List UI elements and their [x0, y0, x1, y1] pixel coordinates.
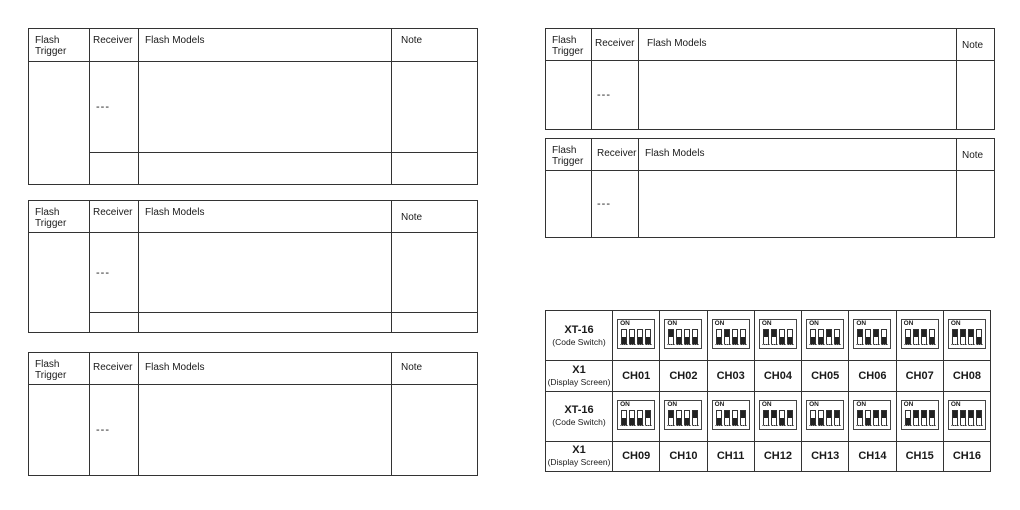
dip-switch-toggle: [810, 410, 816, 426]
dip-on-label: ON: [856, 400, 867, 408]
dip-switch-icon: [712, 319, 750, 349]
dip-switch-toggle: [865, 410, 871, 426]
header-flash-trigger: Flash Trigger: [29, 353, 90, 385]
display-sublabel: (Display Screen): [547, 457, 611, 468]
flash-trigger-table-4: [545, 28, 995, 130]
dip-switch-toggle: [637, 410, 643, 426]
dip-switch-toggle: [684, 329, 690, 345]
dip-switch-icon: [948, 400, 986, 430]
display-row: [546, 441, 991, 471]
dip-switch-toggle: [637, 329, 643, 345]
dip-switch-toggle: [873, 410, 879, 426]
display-sublabel: (Display Screen): [547, 376, 611, 387]
dip-switch-toggle: [857, 410, 863, 426]
dip-switch-toggle: [645, 410, 651, 426]
dip-switch-icon: [664, 319, 702, 349]
cell-flash-trigger: [29, 385, 90, 476]
cell-receiver: ---: [90, 62, 139, 153]
dip-on-label: ON: [714, 400, 725, 408]
dip-switch-cell: [849, 311, 896, 361]
dip-switch-toggle: [913, 410, 919, 426]
dip-switch-cell: [754, 391, 801, 441]
header-flash-models: Flash Models: [639, 29, 957, 61]
cell-receiver: ---: [90, 385, 139, 476]
dip-switch-toggle: [976, 329, 982, 345]
channel-number: CH05: [802, 361, 849, 391]
dip-switch-toggle: [960, 329, 966, 345]
dip-on-label: ON: [620, 320, 630, 328]
dip-on-label: ON: [950, 320, 961, 328]
channel-number: CH01: [613, 361, 660, 391]
cell-flash-models: [139, 153, 392, 185]
dip-switch-toggle: [771, 410, 777, 426]
header-note: Note: [392, 29, 478, 62]
dip-on-label: ON: [903, 320, 914, 328]
dip-switch-toggle: [771, 329, 777, 345]
display-label: X1: [572, 444, 586, 457]
code-switch-row: [546, 311, 991, 361]
channel-number: CH14: [849, 441, 896, 471]
display-row: [546, 361, 991, 391]
header-receiver: Receiver: [90, 201, 139, 233]
dip-switch-icon: [617, 400, 655, 430]
dip-on-label: ON: [714, 320, 725, 328]
dip-switch-toggle: [921, 410, 927, 426]
header-flash-models: Flash Models: [139, 353, 392, 385]
header-flash-trigger: Flash Trigger: [29, 201, 90, 233]
channel-number: CH15: [896, 441, 943, 471]
channel-number: CH16: [943, 441, 990, 471]
dip-switch-cell: [802, 311, 849, 361]
cell-receiver: [90, 313, 139, 333]
dip-switch-toggle: [881, 410, 887, 426]
cell-flash-models: [139, 233, 392, 313]
dip-switch-toggle: [779, 329, 785, 345]
header-note: Note: [392, 353, 478, 385]
display-label-cell: [546, 441, 613, 471]
flash-trigger-table-3: [28, 352, 478, 476]
header-flash-trigger: Flash Trigger: [29, 29, 90, 62]
dip-switch-cell: [660, 311, 707, 361]
cell-receiver: ---: [592, 171, 639, 238]
dip-switch-cell: [896, 391, 943, 441]
channel-number: CH06: [849, 361, 896, 391]
code-switch-label: XT-16: [564, 323, 594, 336]
dip-switch-toggle: [818, 410, 824, 426]
cell-note: [392, 385, 478, 476]
channel-number: CH02: [660, 361, 707, 391]
code-switch-sublabel: (Code Switch): [552, 336, 606, 347]
header-flash-trigger: Flash Trigger: [546, 139, 592, 171]
dip-switch-icon: [617, 319, 655, 349]
dip-on-label: ON: [761, 320, 772, 328]
dip-switch-icon: [853, 400, 891, 430]
channel-number: CH08: [943, 361, 990, 391]
cell-flash-models: [639, 171, 957, 238]
header-flash-trigger: Flash Trigger: [546, 29, 592, 61]
dip-switch-toggle: [779, 410, 785, 426]
cell-flash-models: [139, 313, 392, 333]
dip-switch-toggle: [629, 410, 635, 426]
dip-switch-toggle: [834, 329, 840, 345]
cell-flash-models: [139, 62, 392, 153]
dip-switch-toggle: [818, 329, 824, 345]
dip-switch-toggle: [810, 329, 816, 345]
channel-number: CH11: [707, 441, 754, 471]
header-flash-models: Flash Models: [139, 29, 392, 62]
dip-switch-toggle: [740, 410, 746, 426]
dip-switch-toggle: [787, 410, 793, 426]
cell-note: [392, 313, 478, 333]
dip-switch-toggle: [968, 410, 974, 426]
dip-switch-cell: [943, 391, 990, 441]
dip-on-label: ON: [856, 320, 867, 328]
dip-switch-cell: [613, 391, 660, 441]
dip-switch-icon: [901, 319, 939, 349]
code-switch-label-cell: [546, 391, 613, 441]
dip-on-label: ON: [667, 320, 678, 328]
dip-switch-toggle: [834, 410, 840, 426]
dip-switch-toggle: [629, 329, 635, 345]
channel-number: CH03: [707, 361, 754, 391]
dip-switch-toggle: [905, 329, 911, 345]
dip-switch-toggle: [968, 329, 974, 345]
dip-switch-cell: [707, 391, 754, 441]
dip-on-label: ON: [761, 400, 772, 408]
dip-switch-icon: [712, 400, 750, 430]
code-switch-row: [546, 391, 991, 441]
channel-number: CH13: [802, 441, 849, 471]
header-note: Note: [392, 201, 478, 233]
channel-table: [545, 310, 991, 472]
dip-switch-toggle: [716, 329, 722, 345]
dip-switch-cell: [849, 391, 896, 441]
cell-flash-trigger: [29, 62, 90, 185]
cell-note: [392, 62, 478, 153]
dip-switch-toggle: [952, 410, 958, 426]
dip-switch-toggle: [763, 410, 769, 426]
dip-switch-toggle: [732, 329, 738, 345]
dip-switch-toggle: [826, 410, 832, 426]
cell-flash-models: [139, 385, 392, 476]
code-switch-label: XT-16: [564, 404, 594, 417]
dip-switch-icon: [806, 400, 844, 430]
dip-switch-toggle: [787, 329, 793, 345]
dip-switch-icon: [806, 319, 844, 349]
header-flash-models: Flash Models: [639, 139, 957, 171]
dip-switch-cell: [660, 391, 707, 441]
dip-switch-toggle: [645, 329, 651, 345]
cell-flash-trigger: [29, 233, 90, 333]
channel-number: CH04: [754, 361, 801, 391]
dip-on-label: ON: [809, 320, 819, 328]
flash-trigger-table-1: [28, 28, 478, 185]
cell-receiver: ---: [592, 61, 639, 130]
dip-switch-toggle: [952, 329, 958, 345]
dip-switch-toggle: [929, 329, 935, 345]
dip-switch-toggle: [905, 410, 911, 426]
cell-flash-trigger: [546, 171, 592, 238]
dip-switch-toggle: [921, 329, 927, 345]
dip-switch-toggle: [676, 410, 682, 426]
dip-switch-toggle: [865, 329, 871, 345]
dip-switch-toggle: [873, 329, 879, 345]
dip-switch-cell: [754, 311, 801, 361]
cell-receiver: [90, 153, 139, 185]
dip-switch-toggle: [976, 410, 982, 426]
dip-switch-cell: [613, 311, 660, 361]
cell-note: [392, 153, 478, 185]
dip-on-label: ON: [809, 400, 819, 408]
header-flash-models: Flash Models: [139, 201, 392, 233]
header-receiver: Receiver: [90, 29, 139, 62]
dip-switch-toggle: [857, 329, 863, 345]
channel-number: CH10: [660, 441, 707, 471]
flash-trigger-table-5: [545, 138, 995, 238]
dip-switch-icon: [664, 400, 702, 430]
header-receiver: Receiver: [592, 139, 639, 171]
dip-switch-toggle: [668, 410, 674, 426]
code-switch-sublabel: (Code Switch): [552, 417, 606, 428]
header-receiver: Receiver: [90, 353, 139, 385]
dip-on-label: ON: [950, 400, 961, 408]
display-label: X1: [572, 363, 586, 376]
header-note: Note: [957, 29, 995, 61]
cell-flash-trigger: [546, 61, 592, 130]
dip-switch-cell: [943, 311, 990, 361]
cell-note: [957, 61, 995, 130]
dip-switch-cell: [707, 311, 754, 361]
dip-switch-toggle: [692, 410, 698, 426]
dip-switch-toggle: [740, 329, 746, 345]
dip-on-label: ON: [903, 400, 914, 408]
dip-switch-icon: [853, 319, 891, 349]
dip-switch-toggle: [929, 410, 935, 426]
header-receiver: Receiver: [592, 29, 639, 61]
dip-switch-cell: [896, 311, 943, 361]
dip-switch-toggle: [684, 410, 690, 426]
dip-switch-icon: [901, 400, 939, 430]
dip-switch-toggle: [724, 410, 730, 426]
dip-switch-toggle: [716, 410, 722, 426]
dip-switch-toggle: [621, 410, 627, 426]
header-note: Note: [957, 139, 995, 171]
channel-number: CH09: [613, 441, 660, 471]
cell-receiver: ---: [90, 233, 139, 313]
dip-on-label: ON: [620, 400, 630, 408]
dip-switch-toggle: [692, 329, 698, 345]
display-label-cell: [546, 361, 613, 391]
dip-switch-toggle: [621, 329, 627, 345]
dip-switch-icon: [759, 319, 797, 349]
dip-switch-toggle: [732, 410, 738, 426]
cell-flash-models: [639, 61, 957, 130]
channel-number: CH12: [754, 441, 801, 471]
channel-number: CH07: [896, 361, 943, 391]
dip-switch-toggle: [668, 329, 674, 345]
dip-switch-icon: [948, 319, 986, 349]
dip-switch-toggle: [913, 329, 919, 345]
dip-switch-icon: [759, 400, 797, 430]
cell-note: [957, 171, 995, 238]
dip-switch-toggle: [763, 329, 769, 345]
cell-note: [392, 233, 478, 313]
dip-on-label: ON: [667, 400, 678, 408]
dip-switch-cell: [802, 391, 849, 441]
dip-switch-toggle: [881, 329, 887, 345]
flash-trigger-table-2: [28, 200, 478, 333]
dip-switch-toggle: [724, 329, 730, 345]
dip-switch-toggle: [826, 329, 832, 345]
dip-switch-toggle: [676, 329, 682, 345]
code-switch-label-cell: [546, 311, 613, 361]
dip-switch-toggle: [960, 410, 966, 426]
